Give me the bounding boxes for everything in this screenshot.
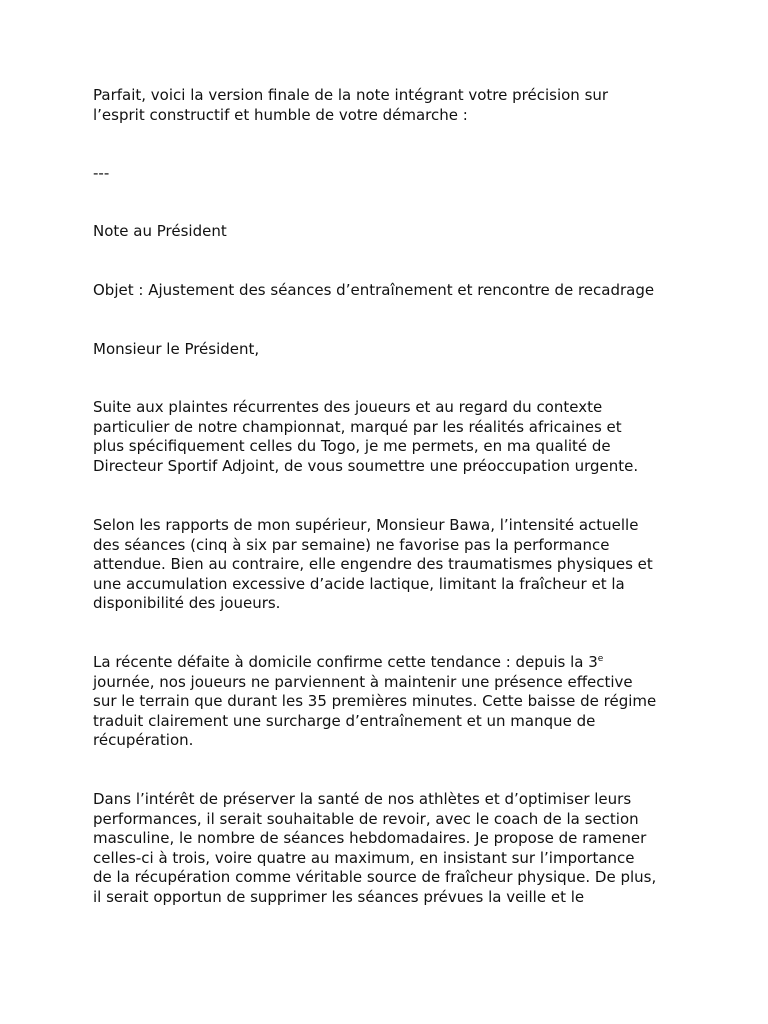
- text-line: une accumulation excessive d’acide lactique, limitant la fraîcheur et la: [93, 574, 625, 593]
- heading-text: Note au Président: [93, 222, 227, 240]
- separator-text: ---: [93, 164, 110, 182]
- paragraph-1: [93, 398, 638, 476]
- paragraph-2: [93, 516, 653, 614]
- text-line: traduit clairement une surcharge d’entraînement et un manque de: [93, 711, 596, 730]
- note-heading: [93, 222, 227, 242]
- text-line: sur le terrain que durant les 35 premières minutes. Cette baisse de régime: [93, 692, 657, 711]
- paragraph-4: [93, 790, 656, 908]
- text-line: récupération.: [93, 731, 194, 750]
- intro-paragraph: [93, 86, 608, 125]
- ordinal-superscript: e: [597, 654, 604, 664]
- note-subject: [93, 281, 654, 301]
- text-line: [93, 653, 656, 673]
- text-line: performances, il serait souhaitable de revoir, avec le coach de la section: [93, 809, 639, 828]
- paragraph-3: [93, 653, 656, 751]
- text-segment: La récente défaite à domicile confirme cette tendance : depuis la 3: [93, 653, 598, 671]
- salutation: [93, 340, 259, 360]
- text-line: il serait opportun de supprimer les séances prévues la veille et le: [93, 887, 585, 906]
- text-line: l’esprit constructif et humble de votre démarche :: [93, 105, 468, 124]
- text-line: Dans l’intérêt de préserver la santé de nos athlètes et d’optimiser leurs: [93, 790, 632, 808]
- text-line: particulier de notre championnat, marqué par les réalités africaines et: [93, 417, 622, 436]
- text-line: masculine, le nombre de séances hebdomadaires. Je propose de ramener: [93, 829, 647, 848]
- text-line: de la récupération comme véritable source de fraîcheur physique. De plus,: [93, 868, 657, 887]
- text-line: Suite aux plaintes récurrentes des joueurs et au regard du contexte: [93, 398, 603, 416]
- separator: [93, 164, 109, 184]
- text-line: disponibilité des joueurs.: [93, 594, 281, 613]
- text-line: des séances (cinq à six par semaine) ne favorise pas la performance: [93, 535, 610, 554]
- text-line: Parfait, voici la version finale de la note intégrant votre précision sur: [93, 86, 609, 104]
- text-line: Directeur Sportif Adjoint, de vous soumettre une préoccupation urgente.: [93, 456, 639, 475]
- text-line: journée, nos joueurs ne parviennent à maintenir une présence effective: [93, 672, 633, 691]
- text-line: Selon les rapports de mon supérieur, Monsieur Bawa, l’intensité actuelle: [93, 516, 639, 534]
- text-line: celles-ci à trois, voire quatre au maximum, en insistant sur l’importance: [93, 848, 635, 867]
- text-line: plus spécifiquement celles du Togo, je me permets, en ma qualité de: [93, 437, 611, 456]
- salutation-text: Monsieur le Président,: [93, 340, 260, 358]
- subject-text: Objet : Ajustement des séances d’entraînement et rencontre de recadrage: [93, 281, 655, 299]
- text-line: attendue. Bien au contraire, elle engendre des traumatismes physiques et: [93, 555, 653, 574]
